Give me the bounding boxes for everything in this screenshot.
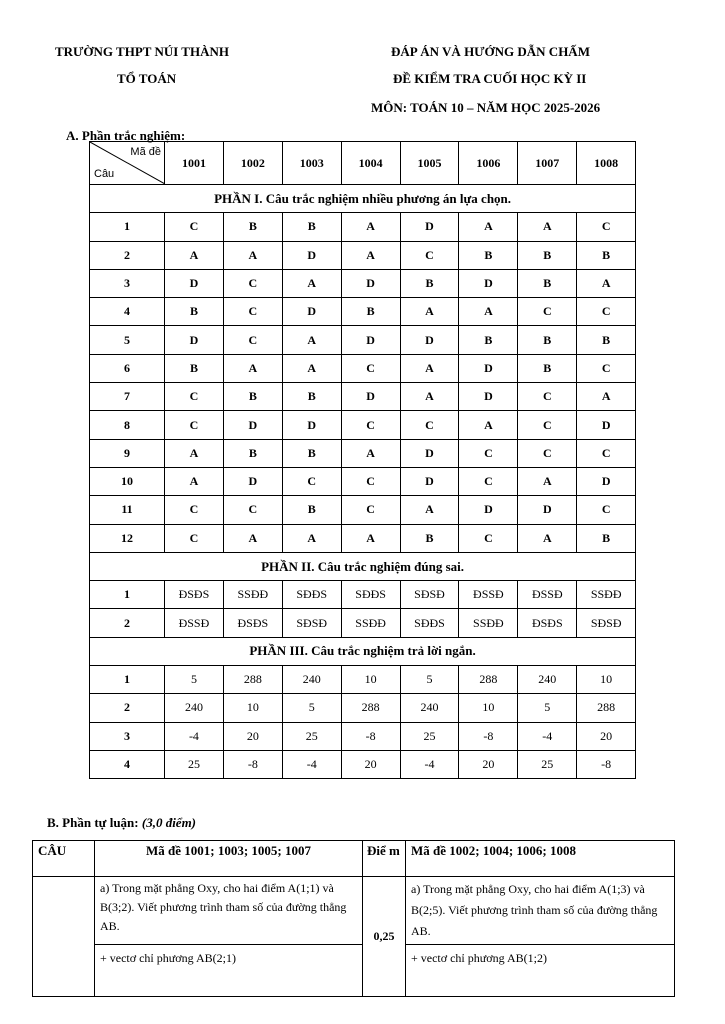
part-title: PHẦN III. Câu trắc nghiệm trả lời ngắn. xyxy=(90,637,636,665)
answer-cell: C xyxy=(459,524,518,552)
doc-title: ĐÁP ÁN VÀ HƯỚNG DẪN CHẤM xyxy=(391,44,590,59)
left-step: + vectơ chỉ phương AB(2;1) xyxy=(95,945,363,997)
answer-cell: D xyxy=(165,326,224,354)
corner-diagonal xyxy=(90,142,164,184)
question-number: 3 xyxy=(90,269,165,297)
answer-cell: A xyxy=(282,354,341,382)
score-cell: 0,25 xyxy=(363,877,406,997)
question-number: 10 xyxy=(90,467,165,495)
answer-cell: 25 xyxy=(518,750,577,778)
answer-cell: D xyxy=(459,354,518,382)
answer-cell: ĐSSĐ xyxy=(459,581,518,609)
answer-cell: A xyxy=(400,298,459,326)
answer-row xyxy=(90,750,636,778)
answer-cell: A xyxy=(341,439,400,467)
answer-cell: 288 xyxy=(577,694,636,722)
answer-row xyxy=(90,269,636,297)
subject-line: MÔN: TOÁN 10 – NĂM HỌC 2025-2026 xyxy=(371,100,601,115)
answer-cell: B xyxy=(282,496,341,524)
answer-cell: C xyxy=(223,269,282,297)
answer-cell: B xyxy=(282,439,341,467)
question-number: 4 xyxy=(90,298,165,326)
answer-cell: SĐSĐ xyxy=(282,609,341,637)
answer-cell: -8 xyxy=(459,722,518,750)
answer-cell: A xyxy=(459,411,518,439)
answer-cell: 10 xyxy=(459,694,518,722)
answer-cell: -4 xyxy=(282,750,341,778)
answer-cell: A xyxy=(518,524,577,552)
answer-cell: 10 xyxy=(577,666,636,694)
answer-cell: ĐSĐS xyxy=(223,609,282,637)
answer-cell: B xyxy=(577,524,636,552)
answer-row xyxy=(90,411,636,439)
question-number: 2 xyxy=(90,694,165,722)
answer-cell: A xyxy=(165,439,224,467)
answer-cell: ĐSSĐ xyxy=(518,581,577,609)
question-number: 3 xyxy=(90,722,165,750)
answer-cell: C xyxy=(165,524,224,552)
answer-row xyxy=(90,383,636,411)
question-number: 2 xyxy=(90,241,165,269)
answer-row xyxy=(90,213,636,241)
code-header: 1007 xyxy=(518,142,577,185)
answer-cell: D xyxy=(341,269,400,297)
answer-cell: SSĐĐ xyxy=(577,581,636,609)
question-number: 1 xyxy=(90,213,165,241)
question-number: 7 xyxy=(90,383,165,411)
code-header: 1005 xyxy=(400,142,459,185)
part-b-label: B. Phần tự luận: xyxy=(47,815,139,830)
corner-question-label: Câu xyxy=(94,168,115,180)
answer-cell: D xyxy=(341,326,400,354)
answer-cell: SSĐĐ xyxy=(341,609,400,637)
answer-cell: A xyxy=(165,241,224,269)
answer-cell: C xyxy=(518,298,577,326)
answer-table xyxy=(89,141,636,779)
answer-cell: ĐSĐS xyxy=(518,609,577,637)
part-title: PHẦN I. Câu trắc nghiệm nhiều phương án lựa chọn. xyxy=(90,185,636,213)
answer-cell: -4 xyxy=(518,722,577,750)
answer-cell: 240 xyxy=(518,666,577,694)
answer-cell: 288 xyxy=(341,694,400,722)
answer-cell: ĐSĐS xyxy=(165,581,224,609)
answer-cell: C xyxy=(400,411,459,439)
answer-row xyxy=(90,609,636,637)
answer-cell: 10 xyxy=(223,694,282,722)
answer-cell: 20 xyxy=(459,750,518,778)
answer-cell: C xyxy=(282,467,341,495)
answer-cell: C xyxy=(341,467,400,495)
col-cau: CÂU xyxy=(33,841,95,877)
answer-cell: 20 xyxy=(577,722,636,750)
code-header: 1002 xyxy=(223,142,282,185)
answer-row xyxy=(90,326,636,354)
answer-cell: C xyxy=(341,496,400,524)
answer-cell: C xyxy=(577,213,636,241)
answer-cell: -4 xyxy=(400,750,459,778)
answer-cell: 25 xyxy=(400,722,459,750)
answer-cell: A xyxy=(577,383,636,411)
answer-cell: D xyxy=(459,269,518,297)
answer-cell: A xyxy=(223,524,282,552)
answer-cell: A xyxy=(282,524,341,552)
answer-cell: C xyxy=(341,411,400,439)
answer-cell: C xyxy=(518,439,577,467)
answer-cell: D xyxy=(282,241,341,269)
question-number: 8 xyxy=(90,411,165,439)
answer-cell: 25 xyxy=(165,750,224,778)
answer-cell: A xyxy=(459,298,518,326)
answer-cell: C xyxy=(577,439,636,467)
answer-cell: 5 xyxy=(400,666,459,694)
right-step: + vectơ chỉ phương AB(1;2) xyxy=(406,945,675,997)
answer-cell: A xyxy=(518,213,577,241)
answer-cell: C xyxy=(223,326,282,354)
answer-cell: ĐSSĐ xyxy=(165,609,224,637)
question-number: 2 xyxy=(90,609,165,637)
question-number: 6 xyxy=(90,354,165,382)
part-title: PHẦN II. Câu trắc nghiệm đúng sai. xyxy=(90,552,636,580)
answer-cell: B xyxy=(518,241,577,269)
answer-cell: C xyxy=(577,354,636,382)
answer-cell: B xyxy=(282,213,341,241)
answer-cell: A xyxy=(165,467,224,495)
answer-cell: A xyxy=(223,241,282,269)
code-header: 1006 xyxy=(459,142,518,185)
answer-cell: 240 xyxy=(165,694,224,722)
answer-row xyxy=(90,354,636,382)
answer-row xyxy=(90,241,636,269)
answer-row xyxy=(90,298,636,326)
answer-cell: -4 xyxy=(165,722,224,750)
answer-row xyxy=(90,666,636,694)
exam-title: ĐỀ KIỂM TRA CUỐI HỌC KỲ II xyxy=(393,71,587,86)
answer-cell: D xyxy=(400,326,459,354)
answer-cell: 5 xyxy=(165,666,224,694)
question-number: 1 xyxy=(90,581,165,609)
answer-cell: D xyxy=(282,298,341,326)
answer-cell: C xyxy=(577,298,636,326)
code-header: 1008 xyxy=(577,142,636,185)
answer-cell: C xyxy=(518,383,577,411)
answer-cell: A xyxy=(459,213,518,241)
answer-cell: B xyxy=(518,354,577,382)
answer-cell: D xyxy=(400,439,459,467)
answer-cell: A xyxy=(282,326,341,354)
answer-cell: A xyxy=(341,241,400,269)
question-number: 11 xyxy=(90,496,165,524)
answer-cell: B xyxy=(223,383,282,411)
code-header: 1003 xyxy=(282,142,341,185)
col-left-codes: Mã đề 1001; 1003; 1005; 1007 xyxy=(95,841,363,877)
answer-cell: B xyxy=(518,326,577,354)
answer-cell: B xyxy=(518,269,577,297)
answer-cell: B xyxy=(282,383,341,411)
answer-cell: SĐĐS xyxy=(282,581,341,609)
answer-row xyxy=(90,467,636,495)
answer-cell: A xyxy=(518,467,577,495)
corner-code-label: Mã đề xyxy=(130,146,161,158)
code-header: 1001 xyxy=(165,142,224,185)
answer-cell: A xyxy=(400,383,459,411)
answer-cell: A xyxy=(400,496,459,524)
answer-cell: 240 xyxy=(282,666,341,694)
answer-cell: D xyxy=(518,496,577,524)
answer-cell: D xyxy=(400,467,459,495)
answer-cell: C xyxy=(165,411,224,439)
code-header: 1004 xyxy=(341,142,400,185)
answer-row xyxy=(90,496,636,524)
answer-cell: C xyxy=(459,467,518,495)
question-number: 12 xyxy=(90,524,165,552)
answer-cell: D xyxy=(577,411,636,439)
part-title-row xyxy=(90,552,636,580)
answer-cell: -8 xyxy=(577,750,636,778)
answer-cell: B xyxy=(165,298,224,326)
part-a-title: A. Phần trắc nghiệm: xyxy=(66,128,186,143)
answer-cell: C xyxy=(165,496,224,524)
answer-row xyxy=(90,581,636,609)
answer-cell: B xyxy=(577,326,636,354)
answer-cell: D xyxy=(341,383,400,411)
answer-cell: D xyxy=(223,467,282,495)
answer-cell: 20 xyxy=(341,750,400,778)
answer-cell: D xyxy=(577,467,636,495)
answer-cell: D xyxy=(459,496,518,524)
answer-cell: A xyxy=(282,269,341,297)
answer-cell: B xyxy=(165,354,224,382)
answer-cell: C xyxy=(577,496,636,524)
answer-cell: B xyxy=(400,524,459,552)
answer-cell: B xyxy=(577,241,636,269)
col-score: Điể m xyxy=(363,841,406,877)
question-number: 1 xyxy=(90,666,165,694)
answer-cell: B xyxy=(459,326,518,354)
answer-cell: C xyxy=(459,439,518,467)
answer-cell: -8 xyxy=(223,750,282,778)
answer-cell: SĐĐS xyxy=(341,581,400,609)
answer-cell: 5 xyxy=(282,694,341,722)
answer-cell: C xyxy=(165,213,224,241)
answer-cell: SĐSĐ xyxy=(577,609,636,637)
answer-cell: 5 xyxy=(518,694,577,722)
answer-cell: C xyxy=(518,411,577,439)
answer-cell: D xyxy=(223,411,282,439)
corner-cell xyxy=(90,142,165,185)
answer-row xyxy=(90,694,636,722)
answer-cell: 25 xyxy=(282,722,341,750)
answer-cell: SSĐĐ xyxy=(223,581,282,609)
answer-cell: SĐSĐ xyxy=(400,581,459,609)
cau-cell xyxy=(33,877,95,997)
col-right-codes: Mã đề 1002; 1004; 1006; 1008 xyxy=(406,841,675,877)
answer-cell: -8 xyxy=(341,722,400,750)
answer-cell: B xyxy=(223,213,282,241)
answer-cell: SSĐĐ xyxy=(459,609,518,637)
answer-cell: D xyxy=(400,213,459,241)
answer-cell: B xyxy=(459,241,518,269)
answer-cell: 240 xyxy=(400,694,459,722)
answer-cell: D xyxy=(282,411,341,439)
answer-cell: D xyxy=(165,269,224,297)
right-question: a) Trong mặt phẳng Oxy, cho hai điểm A(1;3) và B(2;5). Viết phương trình tham số của đường thẳng AB. xyxy=(406,877,675,945)
part-b-points: (3,0 điểm) xyxy=(141,815,197,830)
answer-cell: C xyxy=(165,383,224,411)
answer-cell: 288 xyxy=(459,666,518,694)
answer-cell: A xyxy=(400,354,459,382)
answer-cell: C xyxy=(223,298,282,326)
essay-table xyxy=(32,840,675,997)
answer-cell: C xyxy=(223,496,282,524)
answer-row xyxy=(90,722,636,750)
answer-cell: B xyxy=(223,439,282,467)
part-title-row xyxy=(90,637,636,665)
department: TỔ TOÁN xyxy=(117,71,177,86)
answer-cell: 20 xyxy=(223,722,282,750)
answer-cell: A xyxy=(223,354,282,382)
answer-cell: B xyxy=(341,298,400,326)
answer-cell: D xyxy=(459,383,518,411)
code-header-row xyxy=(90,142,636,185)
answer-cell: C xyxy=(341,354,400,382)
answer-cell: SĐĐS xyxy=(400,609,459,637)
answer-cell: 10 xyxy=(341,666,400,694)
question-number: 4 xyxy=(90,750,165,778)
school-name: TRƯỜNG THPT NÚI THÀNH xyxy=(55,44,229,59)
answer-cell: B xyxy=(400,269,459,297)
answer-cell: A xyxy=(341,524,400,552)
answer-cell: A xyxy=(577,269,636,297)
left-question: a) Trong mặt phẳng Oxy, cho hai điểm A(1;1) và B(3;2). Viết phương trình tham số của đường thẳng AB. xyxy=(95,877,363,945)
part-title-row xyxy=(90,185,636,213)
answer-row xyxy=(90,439,636,467)
answer-row xyxy=(90,524,636,552)
question-number: 9 xyxy=(90,439,165,467)
answer-cell: C xyxy=(400,241,459,269)
question-number: 5 xyxy=(90,326,165,354)
answer-cell: A xyxy=(341,213,400,241)
answer-cell: 288 xyxy=(223,666,282,694)
part-b-title xyxy=(47,815,196,831)
